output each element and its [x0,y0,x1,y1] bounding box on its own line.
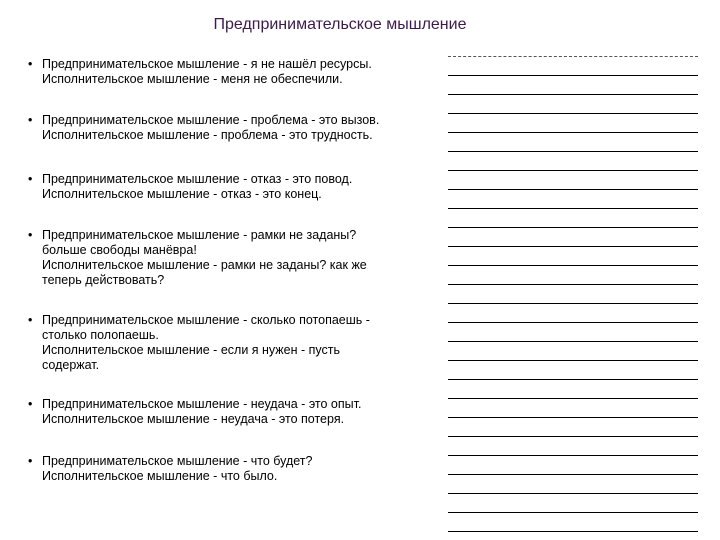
list-item-line: Исполнительское мышление - рамки не заданы? как же [42,258,367,272]
writing-line [448,474,698,475]
writing-line [448,208,698,209]
list-item-line: Предпринимательское мышление - отказ - это повод. [42,172,353,186]
list-item-line: Исполнительское мышление - если я нужен - пусть [42,343,340,357]
list-item-line: больше свободы манёвра! [42,243,197,257]
writing-line [448,341,698,342]
writing-line [448,398,698,399]
list-item-line: Предпринимательское мышление - рамки не заданы? [42,228,357,242]
bullet-marker: • [28,397,33,411]
writing-line [448,189,698,190]
writing-line [448,512,698,513]
list-item-line: Исполнительское мышление - отказ - это конец. [42,187,322,201]
list-item-line: Исполнительское мышление - что было. [42,469,278,483]
list-item-line: Предпринимательское мышление - неудача - это опыт. [42,397,362,411]
list-item-line: столько полопаешь. [42,328,159,342]
list-item-text [42,454,432,484]
list-item-text [42,172,432,202]
writing-line [448,132,698,133]
writing-line [448,436,698,437]
bullet-marker: • [28,228,33,242]
bullet-marker: • [28,172,33,186]
writing-line [448,284,698,285]
page-title: Предпринимательское мышление [213,16,467,33]
writing-line [448,75,698,76]
list-item-text [42,397,432,427]
writing-line [448,170,698,171]
writing-line [448,417,698,418]
list-item-line: Исполнительское мышление - неудача - это потеря. [42,412,345,426]
list-item-line: Предпринимательское мышление - проблема - это вызов. [42,113,380,127]
list-item-line: Исполнительское мышление - меня не обеспечили. [42,72,343,86]
bullet-marker: • [28,454,33,468]
bullet-marker: • [28,57,33,71]
writing-line [448,151,698,152]
list-item-line: теперь действовать? [42,273,165,287]
writing-line [448,56,698,57]
writing-line [448,360,698,361]
writing-line [448,379,698,380]
list-item-line: Предпринимательское мышление - что будет? [42,454,313,468]
list-item-text [42,113,432,143]
writing-line [448,94,698,95]
writing-line [448,531,698,532]
writing-line [448,303,698,304]
list-item-line: Предпринимательское мышление - сколько потопаешь - [42,313,370,327]
writing-line [448,322,698,323]
writing-line [448,246,698,247]
list-item-line: Предпринимательское мышление - я не нашёл ресурсы. [42,57,372,71]
list-item-text [42,228,432,288]
bullet-marker: • [28,113,33,127]
list-item-line: Исполнительское мышление - проблема - это трудность. [42,128,373,142]
list-item-text [42,57,432,87]
list-item-text [42,313,432,373]
writing-line [448,493,698,494]
writing-line [448,265,698,266]
writing-line [448,227,698,228]
writing-lines [448,0,698,540]
writing-line [448,113,698,114]
writing-line [448,455,698,456]
list-item-line: содержат. [42,358,100,372]
bullet-marker: • [28,313,33,327]
